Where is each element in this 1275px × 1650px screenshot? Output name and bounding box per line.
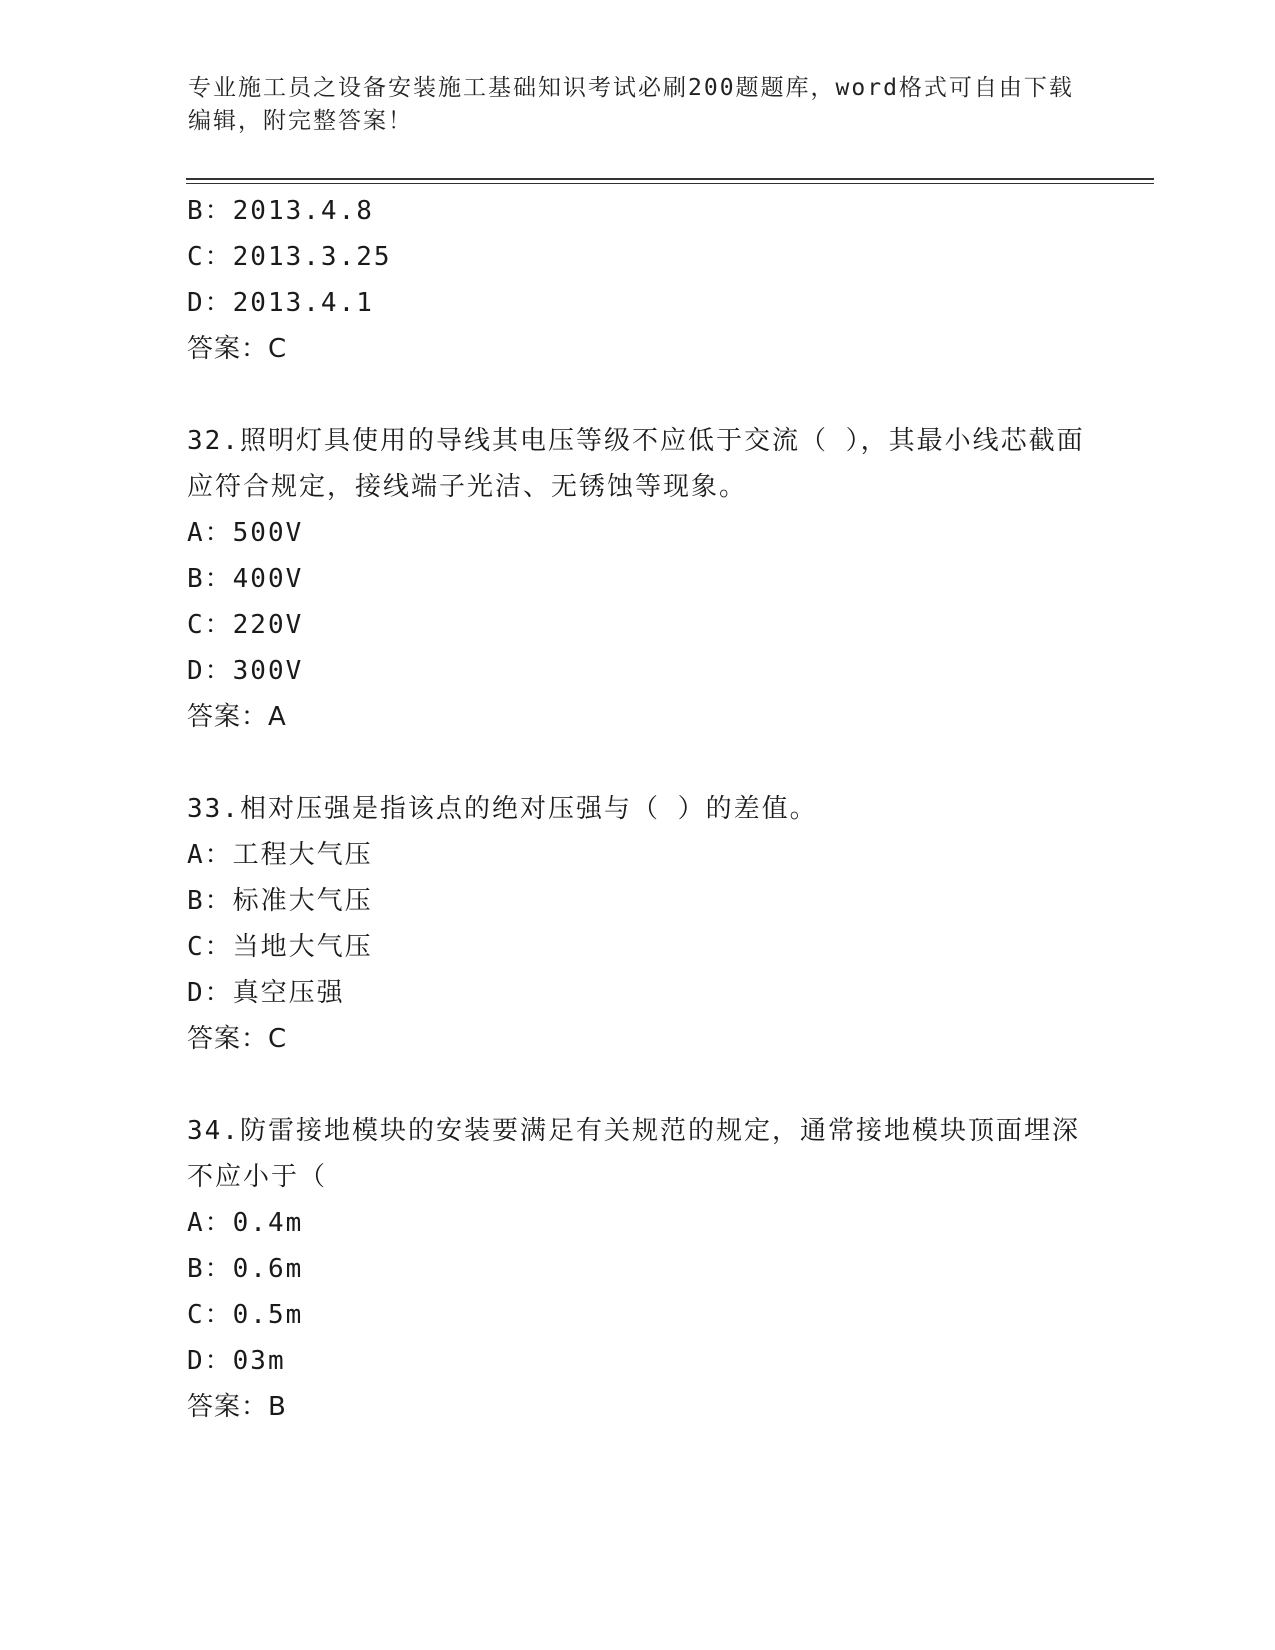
answer: 答案：C bbox=[187, 1024, 288, 1054]
option-c: C：当地大气压 bbox=[187, 932, 373, 962]
question-33 bbox=[187, 786, 1087, 1062]
question-34 bbox=[187, 1108, 1087, 1430]
answer: 答案：B bbox=[187, 1392, 287, 1422]
question-content bbox=[187, 188, 1087, 1476]
option-d: D：2013.4.1 bbox=[187, 288, 374, 318]
question-32 bbox=[187, 418, 1087, 740]
header-rule-thin bbox=[186, 183, 1154, 184]
option-a: A：0.4m bbox=[187, 1208, 304, 1238]
option-a: A：工程大气压 bbox=[187, 840, 373, 870]
question-text: 34.防雷接地模块的安装要满足有关规范的规定，通常接地模块顶面埋深不应小于（ bbox=[187, 1116, 1080, 1192]
question-31-continued bbox=[187, 188, 1087, 372]
option-d: D：300V bbox=[187, 656, 304, 686]
option-c: C：220V bbox=[187, 610, 304, 640]
question-text: 32.照明灯具使用的导线其电压等级不应低于交流（ ），其最小线芯截面应符合规定，接线端子光洁、无锈蚀等现象。 bbox=[187, 426, 1085, 502]
option-d: D：03m bbox=[187, 1346, 286, 1376]
question-text: 33.相对压强是指该点的绝对压强与（ ）的差值。 bbox=[187, 794, 818, 824]
option-b: B：2013.4.8 bbox=[187, 196, 374, 226]
option-d: D：真空压强 bbox=[187, 978, 345, 1008]
option-b: B：0.6m bbox=[187, 1254, 304, 1284]
option-a: A：500V bbox=[187, 518, 304, 548]
header-rule-thick bbox=[186, 178, 1154, 180]
answer: 答案：A bbox=[187, 702, 287, 732]
document-header: 专业施工员之设备安装施工基础知识考试必刷200题题库，word格式可自由下载编辑，附完整答案！ bbox=[188, 75, 1074, 134]
option-b: B：400V bbox=[187, 564, 304, 594]
answer: 答案：C bbox=[187, 334, 288, 364]
option-c: C：2013.3.25 bbox=[187, 242, 392, 272]
option-b: B：标准大气压 bbox=[187, 886, 373, 916]
option-c: C：0.5m bbox=[187, 1300, 304, 1330]
